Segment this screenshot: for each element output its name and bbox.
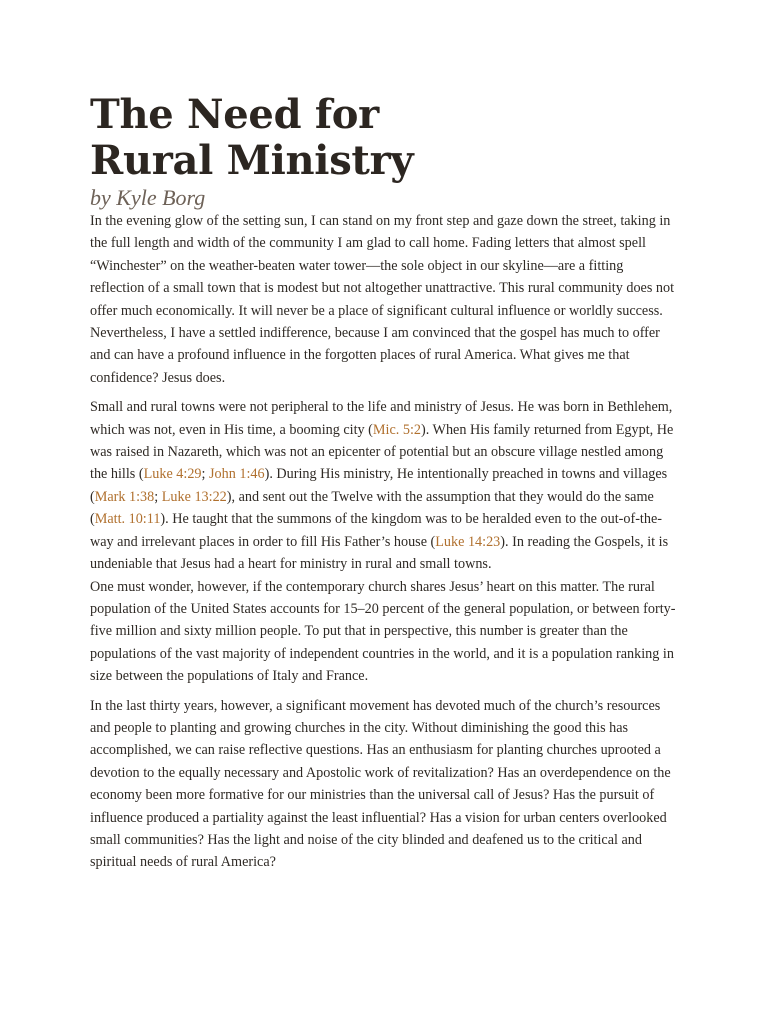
- paragraph-2-text: ;: [154, 488, 162, 505]
- scripture-link-matt-10-11[interactable]: Matt. 10:11: [94, 511, 161, 528]
- article-title: [90, 92, 680, 184]
- paragraph-1: In the evening glow of the setting sun, I can stand on my front step and gaze down the street, taking in the full length and width of the community I am glad to call home. Fading letters that almost spell “Winchester” on the weather-beaten water tower—the sole object in our skyline—are a fitting reflection of a small town that is modest but not altogether unattractive. This rural community does not offer much economically. It will never be a place of significant cultural influence or worldly success. Nevertheless, I have a settled indifference, because I am convinced that the gospel has much to offer and can have a profound influence in the forgotten places of rural America. What gives me that confidence? Jesus does.: [90, 213, 675, 386]
- paragraph-3: One must wonder, however, if the contemporary church shares Jesus’ heart on this matter. The rural population of the United States accounts for 15–20 percent of the general population, or between forty-five million and sixty million people. To put that in perspective, this number is greater than the populations of the vast majority of independent countries in the world, and it is a population ranking in size between the populations of Italy and France.: [90, 578, 676, 685]
- scripture-link-luke-14-23[interactable]: Luke 14:23: [435, 533, 501, 550]
- paragraph-2-text: Small and rural towns were not peripheral to the life and ministry of Jesus. He was born in Bethlehem, which was not, even in His time, a booming city (: [90, 399, 673, 438]
- article-title-line-2: Rural Ministry: [90, 137, 414, 184]
- paragraph-2: [90, 396, 680, 575]
- scripture-link-luke-13-22[interactable]: Luke 13:22: [161, 488, 227, 505]
- paragraph-2-text: ). During His ministry, He intentionally preached in towns and villages (: [90, 466, 668, 505]
- scripture-link-mic-5-2[interactable]: Mic. 5:2: [372, 421, 421, 438]
- paragraph-2-text: ), and sent out the Twelve with the assumption that they would do the same (: [90, 488, 654, 528]
- article-title-line-1: The Need for: [90, 91, 379, 138]
- paragraph-2-text: ;: [201, 466, 210, 483]
- article-byline: by Kyle Borg: [90, 185, 206, 210]
- paragraph-2-text: ). When His family returned from Egypt, He was raised in Nazareth, which was not an epicenter of potential but an obscure village nestled among the hills (: [90, 421, 674, 483]
- scripture-link-mark-1-38[interactable]: Mark 1:38: [94, 488, 155, 505]
- paragraph-4: In the last thirty years, however, a significant movement has devoted much of the church’s resources and people to planting and growing churches in the city. Without diminishing the good this has accomplished, we can raise reflective questions. Has an enthusiasm for planting churches uprooted a devotion to the equally necessary and Apostolic work of revitalization? Has an overdependence on the economy been more formative for our ministries than the universal call of Jesus? Has the pursuit of influence produced a partiality against the least influential? Has a vision for urban centers overlooked small communities? Has the light and noise of the city blinded and deafened us to the critical and spiritual needs of rural America?: [90, 697, 671, 871]
- scripture-link-luke-4-29[interactable]: Luke 4:29: [143, 466, 202, 483]
- scripture-link-john-1-46[interactable]: John 1:46: [209, 466, 265, 483]
- paragraph-2-text: ). He taught that the summons of the kingdom was to be heralded even to the out-of-the-way and irrelevant places in order to fill His Father’s house (: [90, 511, 662, 550]
- paragraph-2-text: ). In reading the Gospels, it is undeniable that Jesus had a heart for ministry in rural and small towns.: [90, 533, 669, 573]
